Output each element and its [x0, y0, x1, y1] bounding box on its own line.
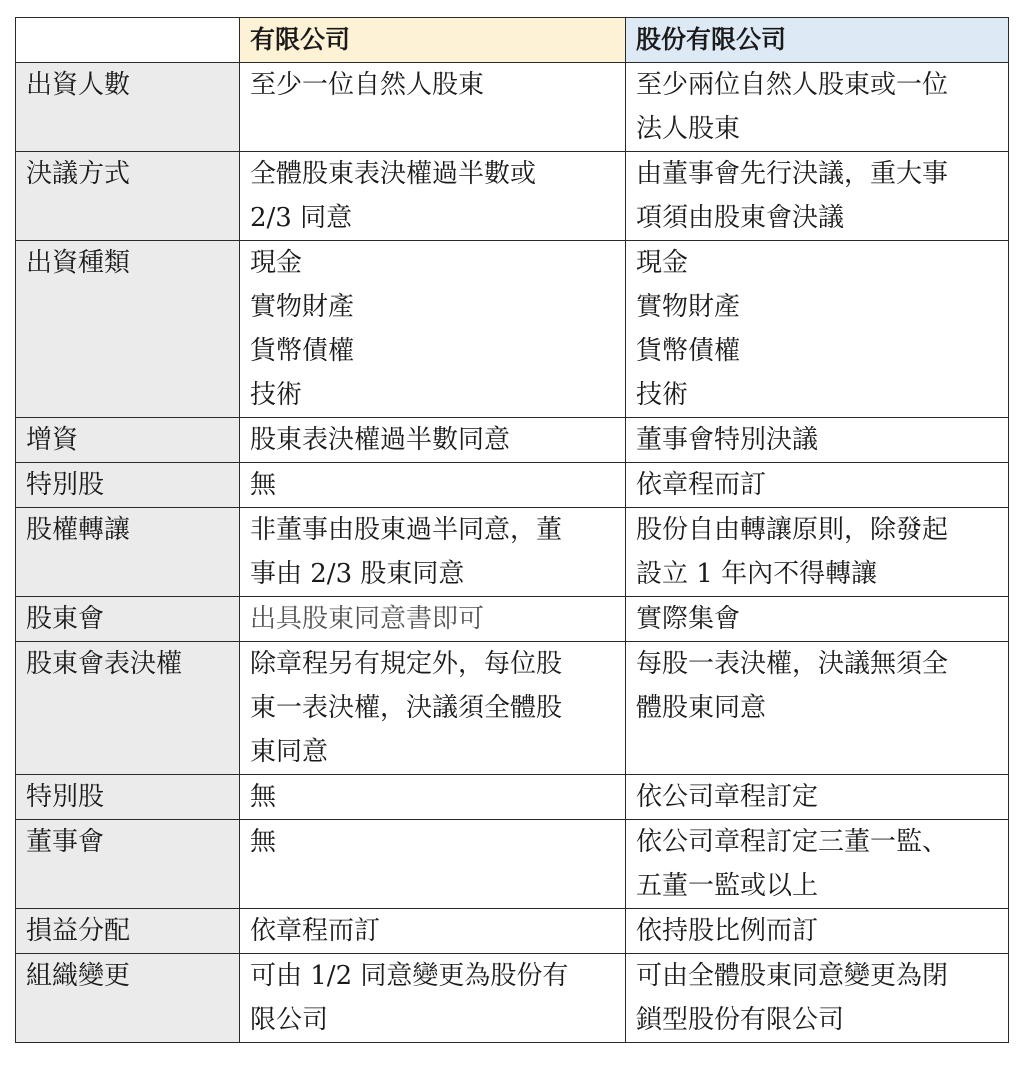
header-limited-company: 有限公司: [240, 18, 626, 63]
row-label: 特別股: [16, 463, 240, 508]
table-row: [16, 909, 1009, 954]
table-row: [16, 597, 1009, 642]
limited-company-cell: 非董事由股東過半同意，董 事由 2/3 股東同意: [240, 508, 626, 597]
row-label: 股東會: [16, 597, 240, 642]
limited-company-cell: 全體股東表決權過半數或 2/3 同意: [240, 152, 626, 241]
shares-company-cell: 股份自由轉讓原則，除發起 設立 1 年內不得轉讓: [626, 508, 1009, 597]
shares-company-cell: 現金 實物財產 貨幣債權 技術: [626, 241, 1009, 418]
shares-company-cell: 由董事會先行決議，重大事 項須由股東會決議: [626, 152, 1009, 241]
row-label: 出資種類: [16, 241, 240, 418]
table-row: [16, 642, 1009, 775]
row-label: 股東會表決權: [16, 642, 240, 775]
shares-company-cell: 每股一表決權，決議無須全 體股東同意: [626, 642, 1009, 775]
row-label: 股權轉讓: [16, 508, 240, 597]
row-label: 損益分配: [16, 909, 240, 954]
table-row: [16, 463, 1009, 508]
shares-company-cell: 可由全體股東同意變更為閉 鎖型股份有限公司: [626, 954, 1009, 1043]
row-label: 董事會: [16, 820, 240, 909]
shares-company-cell: 董事會特別決議: [626, 418, 1009, 463]
header-company-limited-by-shares: 股份有限公司: [626, 18, 1009, 63]
shares-company-cell: 依章程而訂: [626, 463, 1009, 508]
limited-company-cell: 無: [240, 463, 626, 508]
table-row: [16, 152, 1009, 241]
limited-company-cell: 依章程而訂: [240, 909, 626, 954]
row-label: 組織變更: [16, 954, 240, 1043]
table-row: [16, 820, 1009, 909]
row-label: 決議方式: [16, 152, 240, 241]
shares-company-cell: 實際集會: [626, 597, 1009, 642]
row-label: 出資人數: [16, 63, 240, 152]
shares-company-cell: 依持股比例而訂: [626, 909, 1009, 954]
shares-company-cell: 至少兩位自然人股東或一位 法人股東: [626, 63, 1009, 152]
table-row: [16, 508, 1009, 597]
table-row: [16, 241, 1009, 418]
header-row: [16, 18, 1009, 63]
limited-company-cell: 至少一位自然人股東: [240, 63, 626, 152]
table-row: [16, 775, 1009, 820]
limited-company-cell: 可由 1/2 同意變更為股份有 限公司: [240, 954, 626, 1043]
limited-company-cell: 股東表決權過半數同意: [240, 418, 626, 463]
row-label: 特別股: [16, 775, 240, 820]
shares-company-cell: 依公司章程訂定三董一監、 五董一監或以上: [626, 820, 1009, 909]
corner-cell: [16, 18, 240, 63]
limited-company-cell: 無: [240, 775, 626, 820]
table-row: [16, 954, 1009, 1043]
shares-company-cell: 依公司章程訂定: [626, 775, 1009, 820]
limited-company-cell: 出具股東同意書即可: [240, 597, 626, 642]
limited-company-cell: 無: [240, 820, 626, 909]
limited-company-cell: 除章程另有規定外，每位股 東一表決權，決議須全體股 東同意: [240, 642, 626, 775]
table-row: [16, 418, 1009, 463]
table-row: [16, 63, 1009, 152]
row-label: 增資: [16, 418, 240, 463]
comparison-table: [15, 17, 1009, 1043]
limited-company-cell: 現金 實物財產 貨幣債權 技術: [240, 241, 626, 418]
